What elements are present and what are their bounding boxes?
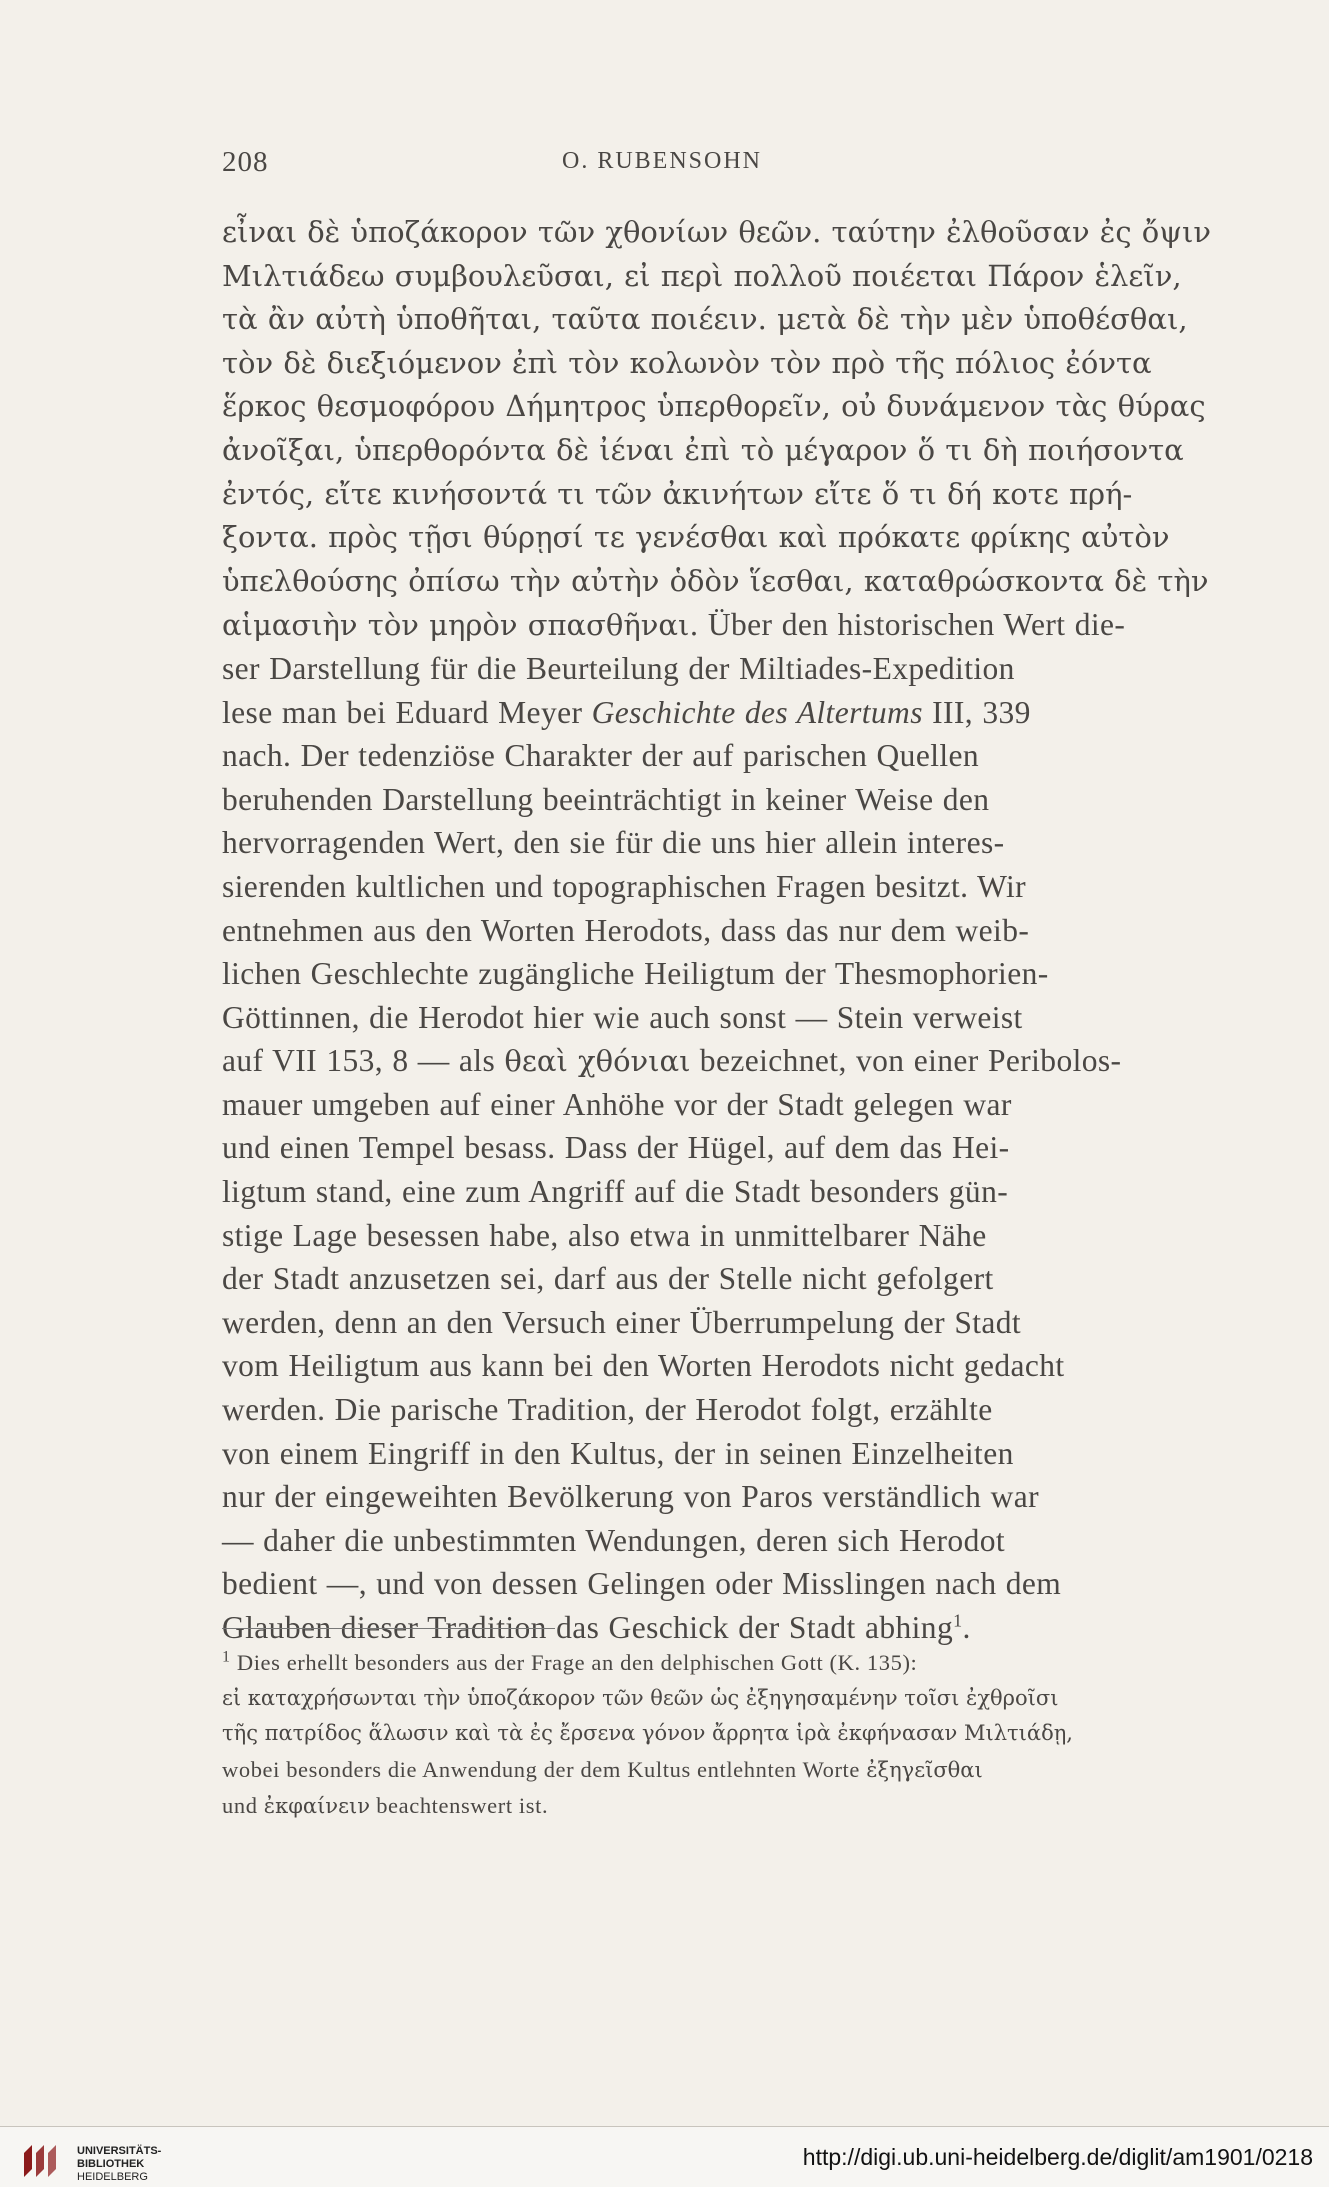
library-name-line: UNIVERSITÄTS-	[77, 2145, 162, 2157]
footnote-text: Dies erhellt besonders aus der Frage an den delphischen Gott (K. 135):	[236, 1650, 918, 1675]
text-line: ὑπελθούσης ὀπίσω τὴν αὐτὴν ὁδὸν ἵεσθαι, καταθρώσκοντα δὲ τὴν	[222, 563, 1209, 598]
text-line	[222, 691, 1184, 735]
text-line: ἐντός, εἴτε κινήσοντά τι τῶν ἀκινήτων εἴτε ὅ τι δή κοτε πρή-	[222, 476, 1133, 511]
main-text	[222, 211, 1212, 1650]
text-line	[222, 1039, 1184, 1083]
text-line: der Stadt anzusetzen sei, darf aus der Stelle nicht gefolgert	[222, 1261, 994, 1297]
footnote-number: 1	[222, 1648, 231, 1666]
footnote-text: beachtenswert ist.	[376, 1793, 549, 1818]
greek-span: ἐξηγεῖσθαι	[866, 1757, 983, 1782]
footnote-line: τῆς πατρίδος ἅλωσιν καὶ τὰ ἐς ἔρσενα γόνον ἄρρητα ἱρὰ ἐκφήνασαν Μιλτιάδῃ,	[222, 1721, 1073, 1745]
text-line: werden, denn an den Versuch einer Überrumpelung der Stadt	[222, 1304, 1022, 1340]
page-number: 208	[222, 146, 269, 178]
footnote-line	[222, 1788, 1187, 1825]
text-line: bedient —, und von dessen Gelingen oder Misslingen nach dem	[222, 1566, 1062, 1602]
footnote-line	[222, 1645, 1187, 1681]
text-line: nach. Der tedenziöse Charakter der auf parischen Quellen	[222, 738, 980, 774]
footnote-line: εἰ καταχρήσωνται τὴν ὑποζάκορον τῶν θεῶν ὡς ἐξηγησαμένην τοῖσι ἐχθροῖσι	[222, 1685, 1059, 1710]
text-span: auf VII 153, 8 — als	[222, 1043, 496, 1079]
library-name	[77, 2145, 161, 2184]
text-span: III, 339	[932, 694, 1031, 730]
ub-heidelberg-logo-icon	[16, 2141, 66, 2181]
text-line: τὸν δὲ διεξιόμενον ἐπὶ τὸν κολωνὸν τὸν πρὸ τῆς πόλιος ἐόντα	[222, 345, 1152, 380]
text-line: ἕρκος θεσμοφόρου Δήμητρος ὑπερθορεῖν, οὐ δυνάμενον τὰς θύρας	[222, 389, 1206, 424]
library-name-line: BIBLIOTHEK	[77, 2158, 145, 2170]
text-line: Göttinnen, die Herodot hier wie auch sonst — Stein verweist	[222, 999, 1023, 1035]
text-line: entnehmen aus den Worten Herodots, dass das nur dem weib-	[222, 912, 1030, 948]
text-line: ἀνοῖξαι, ὑπερθορόντα δὲ ἰέναι ἐπὶ τὸ μέγαρον ὅ τι δὴ ποιήσοντα	[222, 432, 1184, 467]
text-span: bezeichnet, von einer Peribolos-	[699, 1043, 1122, 1079]
text-span: lese man bei Eduard Meyer	[222, 694, 583, 730]
text-line: mauer umgeben auf einer Anhöhe vor der Stadt gelegen war	[222, 1086, 1012, 1122]
greek-span: θεαὶ χθόνιαι	[504, 1044, 691, 1079]
text-line: Μιλτιάδεω συμβουλεῦσαι, εἰ περὶ πολλοῦ ποιέεται Πάρον ἑλεῖν,	[222, 258, 1182, 293]
text-line: ligtum stand, eine zum Angriff auf die Stadt besonders gün-	[222, 1174, 1009, 1210]
book-title: Geschichte des Altertums	[591, 694, 923, 730]
greek-span: ἐκφαίνειν	[263, 1794, 370, 1818]
text-line: sierenden kultlichen und topographischen Fragen besitzt. Wir	[222, 868, 1027, 904]
text-line: τὰ ἂν αὐτὴ ὑποθῆται, ταῦτα ποιέειν. μετὰ δὲ τὴν μὲν ὑποθέσθαι,	[222, 302, 1188, 337]
greek-span: αἱμασιὴν τὸν μηρὸν σπασθῆναι.	[222, 608, 699, 643]
digitization-footer	[0, 2126, 1329, 2187]
text-line: εἶναι δὲ ὑποζάκορον τῶν χθονίων θεῶν. ταύτην ἐλθοῦσαν ἐς ὄψιν	[222, 215, 1212, 249]
text-line: und einen Tempel besass. Dass der Hügel, auf dem das Hei-	[222, 1130, 1010, 1166]
text-line: von einem Eingriff in den Kultus, der in seinen Einzelheiten	[222, 1435, 1014, 1471]
text-line: werden. Die parische Tradition, der Herodot folgt, erzählte	[222, 1392, 993, 1428]
text-span: Glauben dieser Tradition das Geschick der Stadt abhing	[222, 1610, 954, 1645]
text-line: hervorragenden Wert, den sie für die uns hier allein interes-	[222, 825, 1005, 861]
footnote	[222, 1645, 1187, 1825]
footnote-text: wobei besonders die Anwendung der dem Kultus entlehnten Worte	[222, 1756, 860, 1782]
text-line: vom Heiligtum aus kann bei den Worten Herodots nicht gedacht	[222, 1348, 1065, 1384]
text-line: beruhenden Darstellung beeinträchtigt in keiner Weise den	[222, 781, 990, 817]
running-head: O. RUBENSOHN	[561, 148, 762, 174]
footnote-marker[interactable]: 1	[953, 1610, 963, 1631]
text-line	[222, 603, 1184, 647]
text-line: nur der eingeweihten Bevölkerung von Paros verständlich war	[222, 1479, 1039, 1515]
footnote-line	[222, 1752, 1187, 1789]
footnote-divider	[222, 1628, 555, 1629]
text-line: ξοντα. πρὸς τῇσι θύρῃσί τε γενέσθαι καὶ πρόκατε φρίκης αὐτὸν	[222, 520, 1170, 555]
permalink-url[interactable]: http://digi.ub.uni-heidelberg.de/diglit/am1901/0218	[802, 2144, 1313, 2170]
library-name-line: HEIDELBERG	[77, 2171, 148, 2183]
page-header	[222, 146, 1102, 186]
text-line: — daher die unbestimmten Wendungen, deren sich Herodot	[222, 1522, 1006, 1558]
text-span: .	[962, 1610, 971, 1645]
text-line: ser Darstellung für die Beurteilung der Miltiades-Expedition	[222, 650, 1015, 686]
text-line: lichen Geschlechte zugängliche Heiligtum der Thesmophorien-	[222, 956, 1049, 992]
text-line: stige Lage besessen habe, also etwa in unmittelbarer Nähe	[222, 1217, 987, 1253]
text-span: Über den historischen Wert die-	[707, 607, 1126, 643]
footnote-text: und	[222, 1793, 258, 1818]
